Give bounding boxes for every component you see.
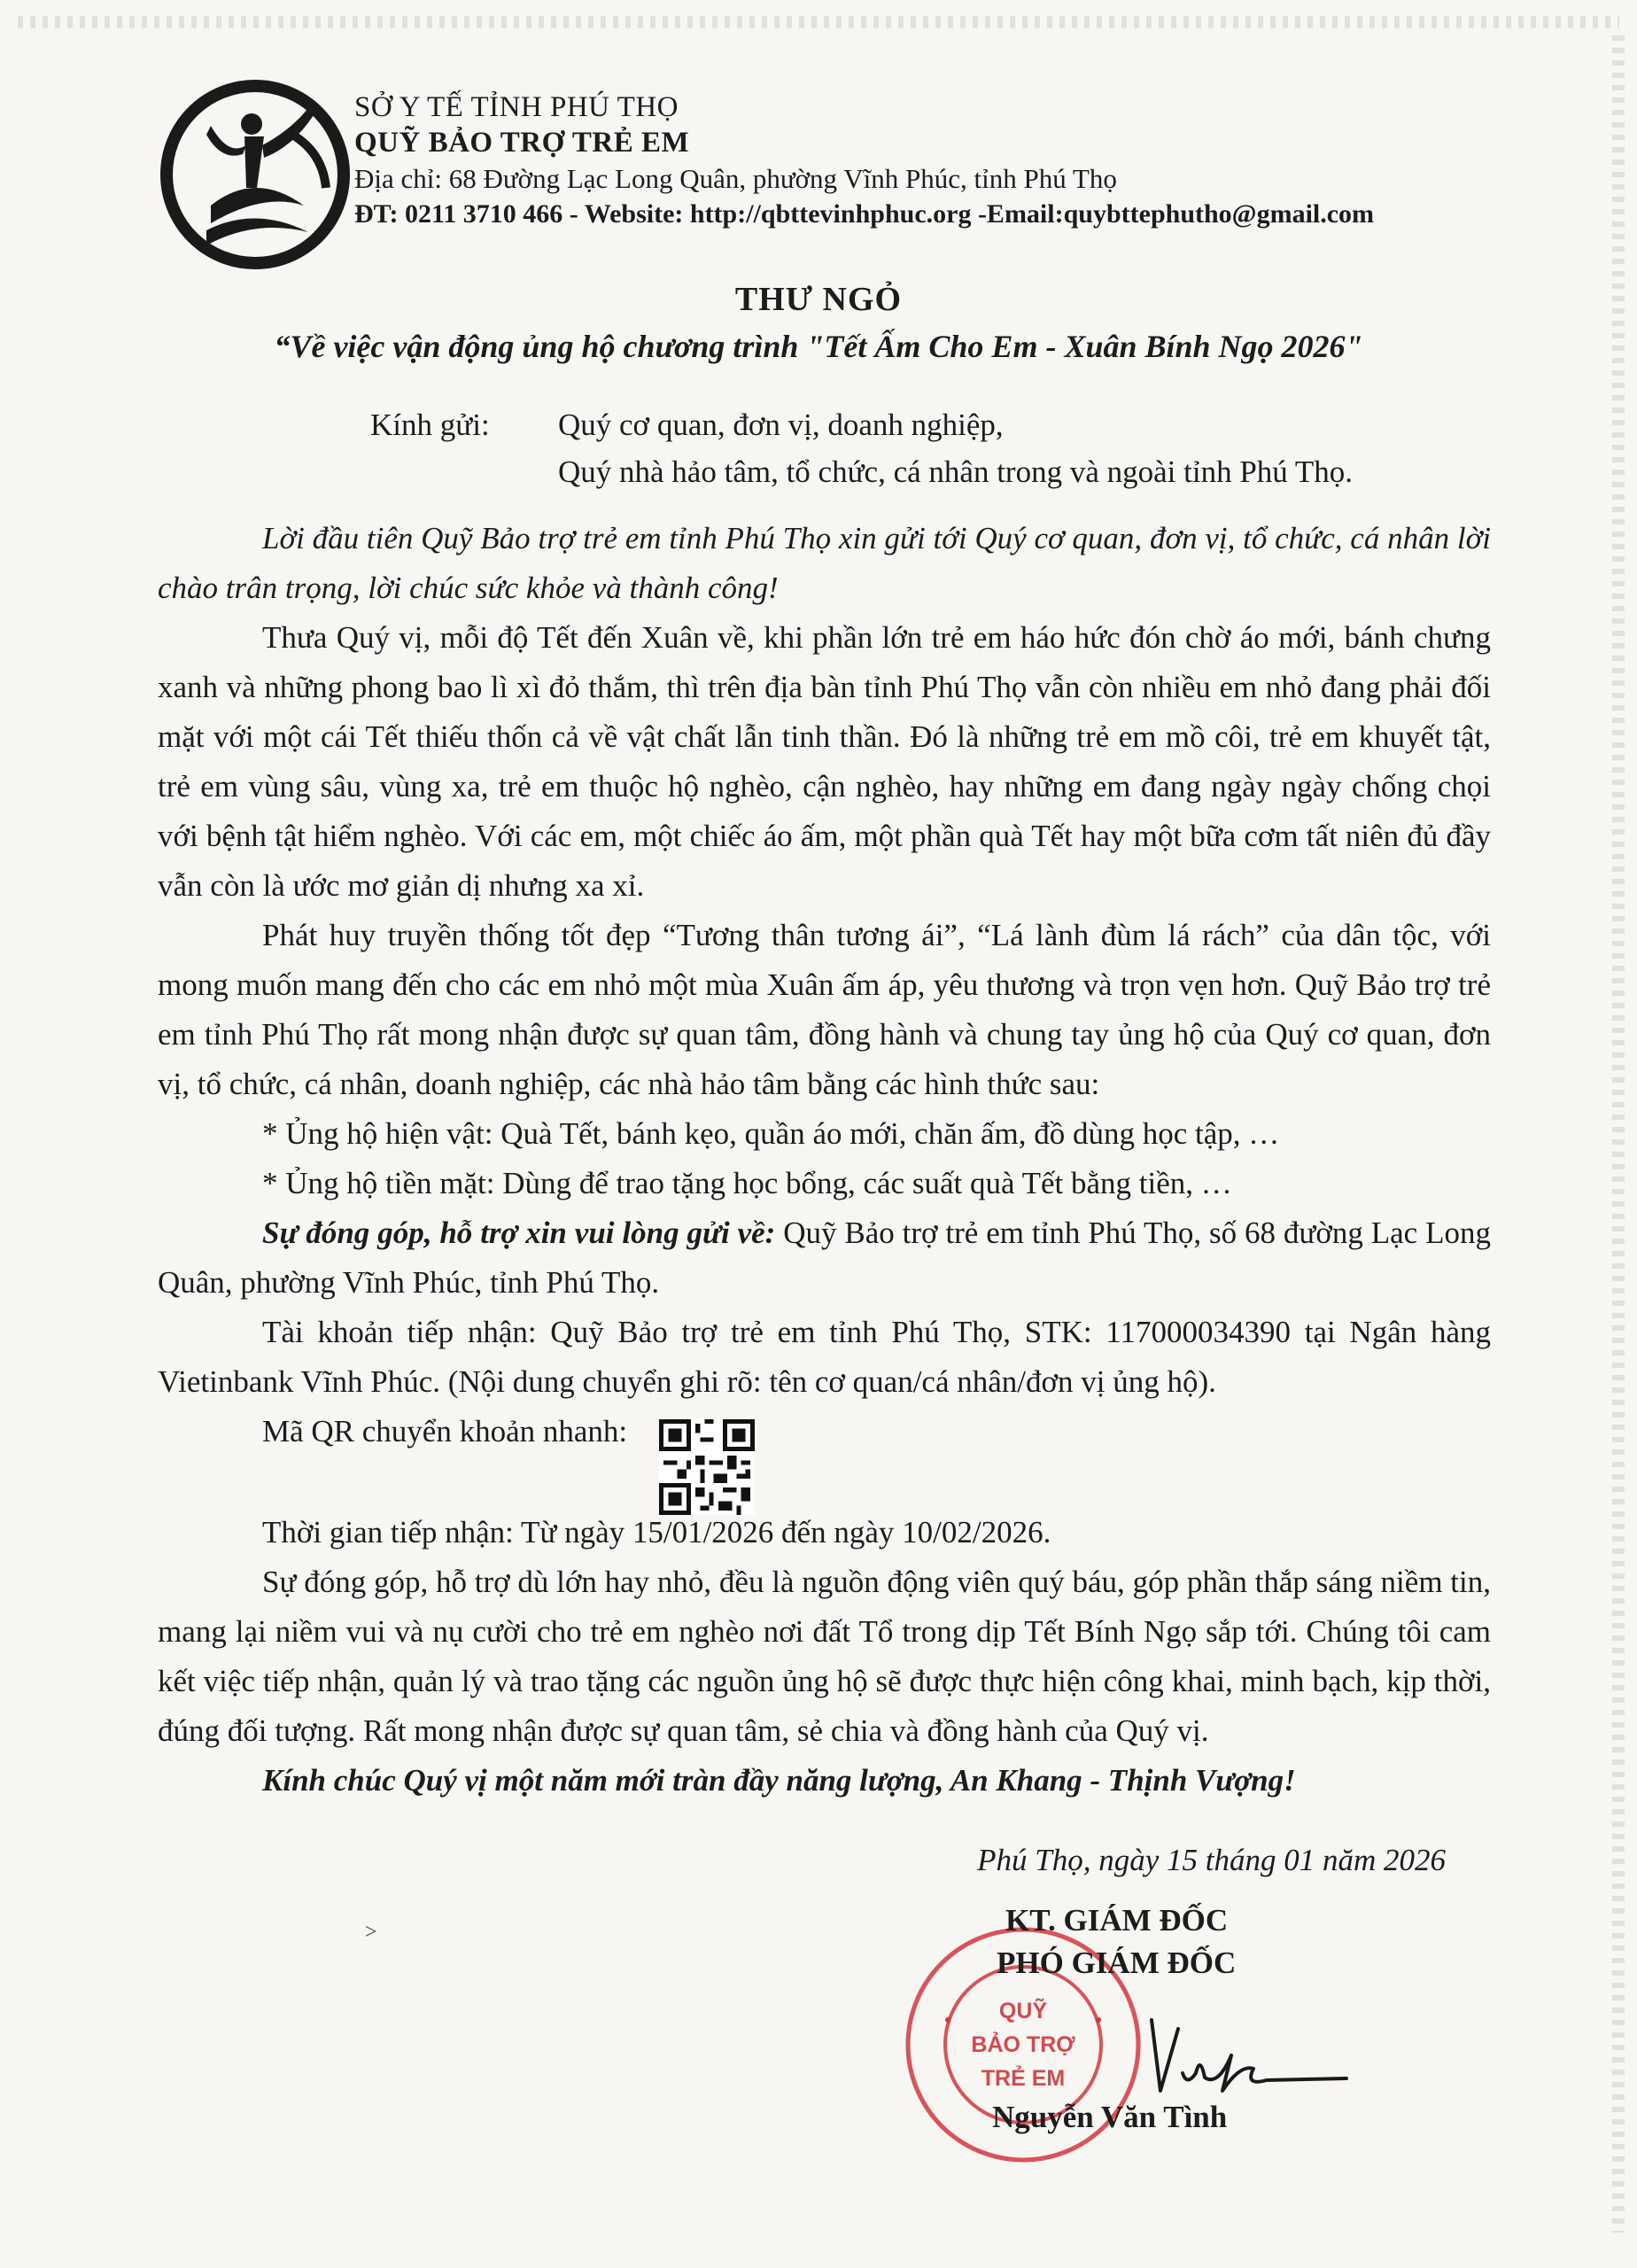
- scan-edge-right: [1612, 35, 1625, 2233]
- paragraph-2: Phát huy truyền thống tốt đẹp “Tương thân tương ái”, “Lá lành đùm lá rách” của dân tộc, với mong muốn mang đến cho các em nhỏ một mùa Xuân ấm áp, yêu thương và trọn vẹn hơn. Quỹ Bảo trợ trẻ em tỉnh Phú Thọ rất mong nhận được sự quan tâm, đồng hành và chung tay ủng hộ của Quý cơ quan, đơn vị, tổ chức, cá nhân, doanh nghiệp, các nhà hảo tâm bằng các hình thức sau:: [158, 918, 1491, 1101]
- letterhead: [354, 90, 1506, 232]
- bullet-in-kind: * Ủng hộ hiện vật: Quà Tết, bánh kẹo, quần áo mới, chăn ấm, đồ dùng học tập, …: [262, 1116, 1280, 1151]
- org-parent: SỞ Y TẾ TỈNH PHÚ THỌ: [354, 91, 679, 123]
- stamp-line-1: QUỸ: [998, 1999, 1048, 2023]
- signer-title-1: KT. GIÁM ĐỐC: [1005, 1903, 1229, 1938]
- stamp-line-2: BẢO TRỢ: [971, 2032, 1075, 2057]
- contribution-address: Quỹ Bảo trợ trẻ em tỉnh Phú Thọ, số 68 đường Lạc Long Quân, phường Vĩnh Phúc, tỉnh Phú Thọ.: [158, 1216, 1491, 1300]
- organization-logo-icon: [158, 73, 361, 276]
- greeting-paragraph: Lời đầu tiên Quỹ Bảo trợ trẻ em tỉnh Phú Thọ xin gửi tới Quý cơ quan, đơn vị, tổ chức, cá nhân lời chào trân trọng, lời chúc sức khỏe và thành công!: [158, 521, 1491, 605]
- qr-code-icon[interactable]: [659, 1419, 755, 1515]
- account-paragraph: Tài khoản tiếp nhận: Quỹ Bảo trợ trẻ em tỉnh Phú Thọ, STK: 117000034390 tại Ngân hàng Vietinbank Vĩnh Phúc. (Nội dung chuyển ghi rõ: tên cơ quan/cá nhân/đơn vị ủng hộ).: [158, 1315, 1491, 1399]
- stamp-line-3: TRẺ EM: [981, 2066, 1066, 2091]
- org-contact: ĐT: 0211 3710 466 - Website: http://qbttevinhphuc.org -Email:quybttephutho@gmail.com: [354, 199, 1375, 229]
- letter-title: THƯ NGỎ: [734, 281, 903, 318]
- signer-title-2: PHÓ GIÁM ĐỐC: [997, 1946, 1237, 1980]
- contribution-label: Sự đóng góp, hỗ trợ xin vui lòng gửi về:: [262, 1216, 776, 1250]
- org-address: Địa chỉ: 68 Đường Lạc Long Quân, phường Vĩnh Phúc, tỉnh Phú Thọ: [354, 163, 1117, 194]
- recipient-line-2: Quý nhà hảo tâm, tổ chức, cá nhân trong và ngoài tỉnh Phú Thọ.: [558, 454, 1354, 489]
- scan-mark: ˃: [365, 1921, 377, 1944]
- qr-row: [158, 1407, 1491, 1508]
- scan-edge-top: [18, 16, 1619, 28]
- letter-date: Phú Thọ, ngày 15 tháng 01 năm 2026: [977, 1843, 1446, 1877]
- qr-label: Mã QR chuyển khoản nhanh:: [262, 1414, 628, 1449]
- org-name: QUỸ BẢO TRỢ TRẺ EM: [354, 127, 690, 159]
- paragraph-3: Sự đóng góp, hỗ trợ dù lớn hay nhỏ, đều là nguồn động viên quý báu, góp phần thắp sáng niềm tin, mang lại niềm vui và nụ cười cho trẻ em nghèo nơi đất Tổ trong dịp Tết Bính Ngọ sắp tới. Chúng tôi cam kết việc tiếp nhận, quản lý và trao tặng các nguồn ủng hộ sẽ được thực hiện công khai, minh bạch, kịp thời, đúng đối tượng. Rất mong nhận được sự quan tâm, sẻ chia và đồng hành của Quý vị.: [158, 1565, 1491, 1748]
- bullet-cash: * Ủng hộ tiền mặt: Dùng để trao tặng học bổng, các suất quà Tết bằng tiền, …: [262, 1166, 1232, 1200]
- paragraph-1: Thưa Quý vị, mỗi độ Tết đến Xuân về, khi phần lớn trẻ em háo hức đón chờ áo mới, bánh chưng xanh và những phong bao lì xì đỏ thắm, thì trên địa bàn tỉnh Phú Thọ vẫn còn nhiều em nhỏ đang phải đối mặt với một cái Tết thiếu thốn cả về vật chất lẫn tinh thần. Đó là những trẻ em mồ côi, trẻ em khuyết tật, trẻ em vùng sâu, vùng xa, trẻ em thuộc hộ nghèo, cận nghèo, hay những em đang ngày ngày chống chọi với bệnh tật hiểm nghèo. Với các em, một chiếc áo ấm, một phần quà Tết hay một bữa cơm tất niên đủ đầy vẫn còn là ước mơ giản dị nhưng xa xỉ.: [158, 620, 1491, 903]
- letter-body: [158, 514, 1491, 1806]
- closing-wishes: Kính chúc Quý vị một năm mới tràn đầy năng lượng, An Khang - Thịnh Vượng!: [262, 1763, 1296, 1798]
- receiving-period: Thời gian tiếp nhận: Từ ngày 15/01/2026 đến ngày 10/02/2026.: [262, 1515, 1051, 1550]
- letter-subtitle: “Về việc vận động ủng hộ chương trình "Tết Ấm Cho Em - Xuân Bính Ngọ 2026": [274, 329, 1363, 364]
- signer-name: Nguyễn Văn Tình: [992, 2100, 1228, 2134]
- recipient-line-1: Quý cơ quan, đơn vị, doanh nghiệp,: [558, 408, 1004, 442]
- recipient-label: Kính gửi:: [370, 408, 490, 442]
- contribution-paragraph: [158, 1208, 1491, 1308]
